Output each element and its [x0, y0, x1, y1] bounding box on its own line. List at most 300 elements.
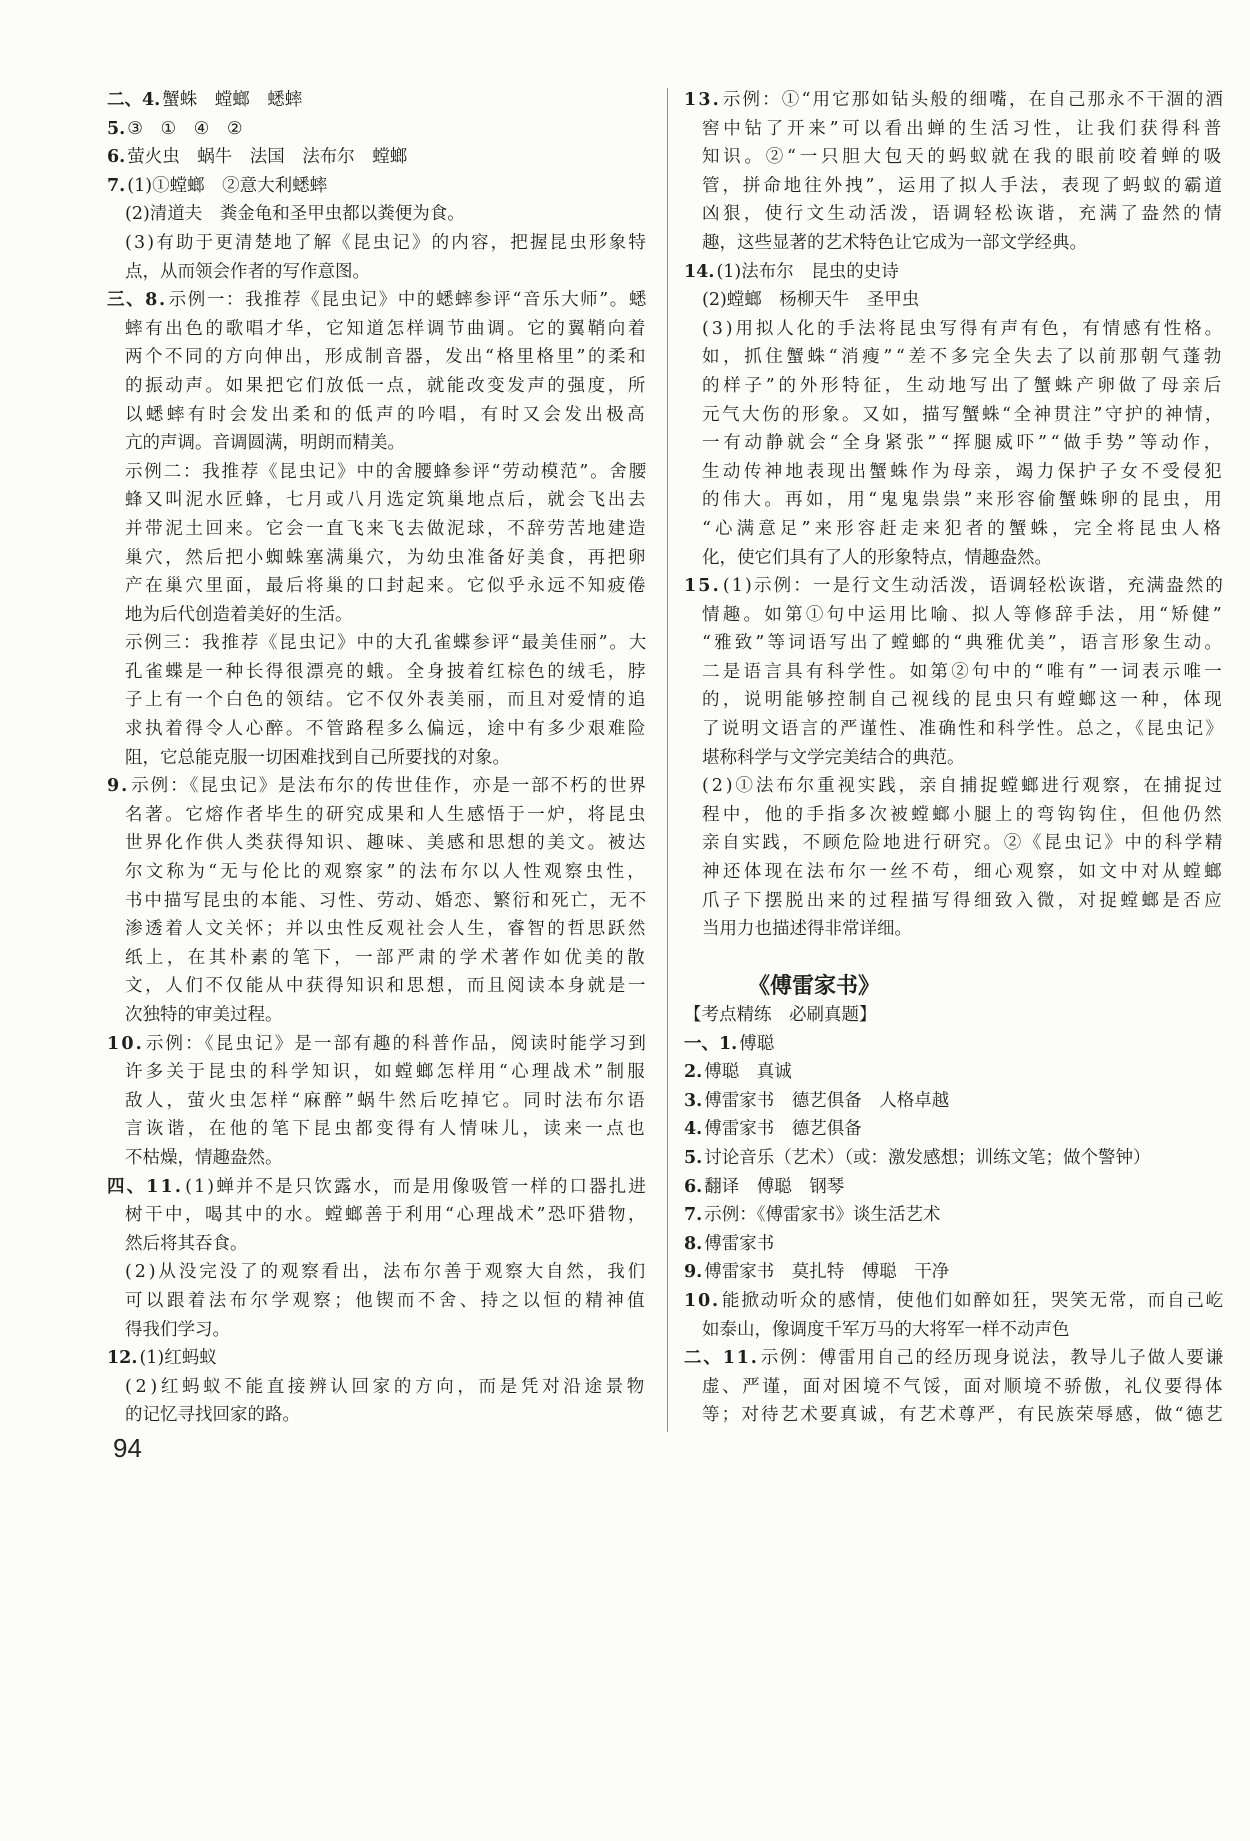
answer-text: 虚、严谨，面对困境不气馁，面对顺境不骄傲，礼仪要得体	[702, 1376, 1225, 1397]
answer-line-content	[125, 833, 648, 853]
answer-text: 程中，他的手指多次被螳螂小腿上的弯钩钩住，但他仍然	[702, 804, 1225, 825]
answer-text: (1)法布尔 昆虫的史诗	[716, 261, 899, 282]
answer-line	[684, 1230, 1225, 1259]
answer-text: 了说明文语言的严谨性、准确性和科学性。总之，《昆虫记》	[702, 719, 1225, 740]
answer-item	[684, 1258, 1225, 1287]
answer-item	[107, 1344, 648, 1430]
answer-line	[107, 401, 648, 430]
question-number: 2.	[684, 1062, 703, 1083]
answer-line-content	[125, 490, 648, 510]
answer-line	[107, 1287, 648, 1316]
answer-line-content	[125, 376, 648, 396]
answer-text: 傅雷家书 德艺俱备 人格卓越	[704, 1090, 950, 1111]
answer-item	[684, 1230, 1225, 1259]
answer-line	[684, 1058, 1225, 1087]
answer-line-content	[702, 719, 1225, 739]
answer-line-content	[702, 1320, 1070, 1340]
answer-line-content	[702, 347, 1225, 367]
answer-line	[684, 744, 1225, 773]
section-spacer	[684, 944, 1225, 973]
answer-line	[107, 458, 648, 487]
answer-item	[684, 1144, 1225, 1173]
answer-line	[107, 715, 648, 744]
answer-text: 渗透着人文关怀；并以虫性反观社会人生，睿智的哲思跃然	[125, 919, 648, 940]
answer-line-content	[125, 519, 648, 539]
answer-text: 的，说明能够控制自己视线的昆虫只有螳螂这一种，体现	[702, 690, 1225, 711]
question-number: 14.	[684, 261, 715, 282]
answer-text: 书中描写昆虫的本能、习性、劳动、婚恋、繁衍和死亡，无不	[125, 890, 648, 911]
answer-text: 傅聪 真诚	[704, 1062, 792, 1083]
answer-text: (2)红蚂蚁不能直接辨认回家的方向，而是凭对沿途景物	[125, 1376, 648, 1397]
answer-text: 示例：《昆虫记》是法布尔的传世佳作，亦是一部不朽的世界	[131, 776, 648, 797]
answer-line-content	[702, 376, 1225, 396]
answer-line-content	[702, 233, 1087, 253]
answer-line-content	[125, 433, 405, 453]
answer-text: 当用力也描述得非常详细。	[702, 919, 912, 940]
answer-line	[684, 258, 1225, 287]
answer-line-content	[702, 862, 1225, 882]
answer-text: 蜂又叫泥水匠蜂，七月或八月选定筑巢地点后，就会飞出去	[125, 490, 648, 511]
question-number: 9.	[684, 1262, 703, 1283]
answer-text: 蟀有出色的歌唱才华，它知道怎样调节曲调。它的翼鞘向着	[125, 318, 648, 339]
answer-line-content	[702, 1377, 1225, 1397]
answer-line	[107, 1030, 648, 1059]
answer-line	[684, 429, 1225, 458]
answer-line	[684, 1287, 1225, 1316]
answer-line-content	[125, 233, 648, 253]
answer-text: 萤火虫 蜗牛 法国 法布尔 螳螂	[127, 147, 408, 168]
answer-item	[107, 286, 648, 772]
answer-text: 两个不同的方向伸出，形成制音器，发出“格里格里”的柔和	[125, 347, 648, 368]
answer-text: 一有动静就会“全身紧张”“挥腿威吓”“做手势”等动作，	[702, 433, 1225, 454]
answer-text: 可以跟着法布尔学观察；他锲而不舍、持之以恒的精神值	[125, 1290, 648, 1311]
answer-text: (2)螳螂 杨柳天牛 圣甲虫	[702, 290, 920, 311]
answer-line	[684, 1316, 1225, 1345]
answer-line-content	[684, 1205, 941, 1225]
answer-line-content	[702, 633, 1225, 653]
answer-line	[107, 887, 648, 916]
answer-text: 示例三：我推荐《昆虫记》中的大孔雀蝶参评“最美佳丽”。大	[125, 633, 648, 654]
answer-line-content	[125, 690, 648, 710]
answer-text: 能掀动听众的感情，使他们如醉如狂，哭笑无常，而自己屹	[722, 1290, 1225, 1311]
answer-line	[107, 829, 648, 858]
answer-item	[107, 1030, 648, 1173]
answer-line-content	[107, 90, 302, 110]
answer-line	[107, 1344, 648, 1373]
answer-line-content	[107, 776, 648, 796]
answer-line	[107, 229, 648, 258]
answer-line-content	[684, 1091, 949, 1111]
answer-text: 如泰山，像调度千军万马的大将军一样不动声色	[702, 1319, 1070, 1340]
answer-line	[107, 572, 648, 601]
question-number: 8.	[684, 1233, 703, 1254]
answer-line	[107, 143, 648, 172]
answer-line-content	[125, 805, 648, 825]
answer-line	[684, 229, 1225, 258]
question-number: 12.	[107, 1348, 138, 1369]
answer-text: 子上有一个白色的领结。它不仅外表美丽，而且对爱情的追	[125, 690, 648, 711]
answer-line-content	[702, 805, 1225, 825]
answer-line	[684, 801, 1225, 830]
answer-line	[684, 458, 1225, 487]
answer-text: ③ ① ④ ②	[127, 118, 243, 139]
answer-text: 爪子下摆脱出来的过程描写得细致入微，对捉螳螂是否应	[702, 890, 1225, 911]
answer-line-content	[125, 1091, 648, 1111]
answer-line-content	[702, 1405, 1225, 1425]
answer-line-content	[702, 405, 1225, 425]
answer-line	[107, 115, 648, 144]
answer-line	[107, 972, 648, 1001]
answer-line	[107, 429, 648, 458]
answer-item	[684, 1058, 1225, 1087]
answer-text: 求执着得令人心醉。不管路程多么偏远，途中有多少艰难险	[125, 719, 648, 740]
answer-line-content	[125, 1119, 648, 1139]
answer-line-content	[125, 662, 648, 682]
answer-item	[684, 1115, 1225, 1144]
answer-line	[107, 172, 648, 201]
answer-text: 示例一：我推荐《昆虫记》中的蟋蟀参评“音乐大师”。蟋	[168, 290, 648, 311]
answer-text: 窖中钻了开来”可以看出蝉的生活习性，让我们获得科普	[702, 118, 1225, 139]
answer-text: 傅雷家书	[704, 1233, 775, 1254]
answer-line	[684, 401, 1225, 430]
answer-line-content	[684, 1119, 862, 1139]
answer-line-content	[684, 1148, 1151, 1168]
answer-item	[684, 86, 1225, 258]
answer-text: 得我们学习。	[125, 1319, 230, 1340]
question-number: 4.	[684, 1119, 703, 1140]
answer-line-content	[125, 1062, 648, 1082]
answer-line	[684, 1087, 1225, 1116]
answer-line	[684, 601, 1225, 630]
question-number: 6.	[107, 147, 126, 168]
answer-line-content	[125, 1405, 300, 1425]
answer-text: 阻，它总能克服一切困难找到自己所要找的对象。	[125, 747, 510, 768]
section-title: 《傅雷家书》	[748, 973, 881, 1000]
answer-item	[684, 1173, 1225, 1202]
answer-line-content	[125, 1205, 648, 1225]
question-number: 10.	[107, 1033, 144, 1054]
answer-text: 言诙谐，在他的笔下昆虫都变得有人情味儿，读来一点也	[125, 1119, 648, 1140]
answer-text: (2)清道夫 粪金龟和圣甲虫都以粪便为食。	[125, 204, 465, 225]
answer-line	[684, 572, 1225, 601]
answer-text: 示例二：我推荐《昆虫记》中的舍腰蜂参评“劳动模范”。舍腰	[125, 461, 648, 482]
answer-text: 产在巢穴里面，最后将巢的口封起来。它似乎永远不知疲倦	[125, 576, 648, 597]
answer-line-content	[125, 1377, 648, 1397]
answer-line-content	[702, 147, 1225, 167]
answer-line-content	[125, 919, 648, 939]
answer-line-content	[125, 748, 510, 768]
answer-line	[684, 515, 1225, 544]
answer-line	[684, 772, 1225, 801]
right-column-top-answers	[684, 86, 1225, 944]
answer-text: 孔雀蝶是一种长得很漂亮的蛾。全身披着红棕色的绒毛，脖	[125, 661, 648, 682]
question-number: 15.	[684, 576, 721, 597]
answer-line	[107, 801, 648, 830]
answer-line-content	[684, 262, 899, 282]
answer-line	[107, 772, 648, 801]
answer-text: 的记忆寻找回家的路。	[125, 1405, 300, 1426]
answer-item	[107, 115, 648, 144]
answer-text: 二是语言具有科学性。如第②句中的“唯有”一词表示唯一	[702, 661, 1225, 682]
answer-line-content	[684, 1262, 949, 1282]
answer-line	[107, 372, 648, 401]
answer-text: 树干中，喝其中的水。螳螂善于利用“心理战术”恐吓猎物，	[125, 1205, 648, 1226]
answer-line	[684, 658, 1225, 687]
answer-text: 并带泥土回来。它会一直飞来飞去做泥球，不辞劳苦地建造	[125, 518, 648, 539]
answer-text: 许多关于昆虫的科学知识，如螳螂怎样用“心理战术”制服	[125, 1062, 648, 1083]
left-column	[107, 86, 648, 1430]
answer-line	[684, 829, 1225, 858]
question-number: 二、4.	[107, 90, 161, 110]
answer-line	[684, 343, 1225, 372]
question-number: 二、11.	[684, 1348, 759, 1369]
answer-line-content	[684, 1291, 1225, 1311]
answer-line-content	[702, 891, 1225, 911]
answer-text: (2)①法布尔重视实践，亲自捕捉螳螂进行观察，在捕捉过	[702, 776, 1225, 797]
answer-line	[107, 686, 648, 715]
answer-text: 生动传神地表现出蟹蛛作为母亲，竭力保护子女不受侵犯	[702, 461, 1225, 482]
answer-line	[107, 944, 648, 973]
answer-text: 示例：《傅雷家书》谈生活艺术	[704, 1205, 941, 1226]
answer-text: 凶狠，使行文生动活泼，语调轻松诙谐，充满了盎然的情	[702, 204, 1225, 225]
answer-line	[684, 86, 1225, 115]
answer-text: (2)从没完没了的观察看出，法布尔善于观察大自然，我们	[125, 1262, 648, 1283]
answer-line	[107, 658, 648, 687]
question-number: 5.	[107, 118, 126, 139]
answer-text: (1)蝉并不是只饮露水，而是用像吸管一样的口器扎进	[185, 1176, 648, 1197]
answer-text: “心满意足”来形容赶走来犯者的蟹蛛，完全将昆虫人格	[702, 518, 1225, 539]
answer-line-content	[702, 690, 1225, 710]
answer-line-content	[702, 290, 919, 310]
answer-line-content	[702, 176, 1225, 196]
answer-line-content	[125, 891, 648, 911]
answer-text: 文，人们不仅能从中获得知识和思想，而且阅读本身就是一	[125, 976, 648, 997]
answer-text: 讨论音乐（艺术）（或：激发感想；训练文笔；做个警钟）	[704, 1147, 1151, 1168]
answer-line-content	[702, 748, 965, 768]
answer-item	[684, 1287, 1225, 1344]
answer-line-content	[702, 662, 1225, 682]
answer-line	[107, 86, 648, 115]
answer-text: 示例：傅雷用自己的经历现身说法，教导儿子做人要谦	[760, 1348, 1225, 1369]
answer-line-content	[702, 605, 1225, 625]
answer-line-content	[125, 1291, 648, 1311]
answer-line-content	[125, 633, 648, 653]
question-number: 三、8.	[107, 290, 167, 311]
answer-line-content	[125, 1320, 230, 1340]
answer-line	[684, 915, 1225, 944]
answer-line	[107, 1058, 648, 1087]
answer-text: 亲自实践，不顾危险地进行研究。②《昆虫记》中的科学精	[702, 833, 1225, 854]
answer-line-content	[125, 719, 648, 739]
answer-line	[107, 1258, 648, 1287]
answer-line	[107, 258, 648, 287]
answer-text: 傅聪	[739, 1033, 775, 1054]
question-number: 3.	[684, 1090, 703, 1111]
answer-text: 示例：《昆虫记》是一部有趣的科普作品，阅读时能学习到	[145, 1033, 648, 1054]
answer-line	[684, 1173, 1225, 1202]
answer-line-content	[125, 548, 648, 568]
answer-line	[107, 515, 648, 544]
answer-line	[107, 1115, 648, 1144]
question-number: 10.	[684, 1290, 720, 1311]
answer-line-content	[702, 490, 1225, 510]
answer-line	[107, 1001, 648, 1030]
answer-item	[107, 172, 648, 286]
answer-text: 地为后代创造着美好的生活。	[125, 604, 353, 625]
answer-line	[684, 1115, 1225, 1144]
answer-line-content	[702, 548, 1052, 568]
answer-text: 点，从而领会作者的写作意图。	[125, 261, 370, 282]
answer-line	[684, 372, 1225, 401]
answer-text: 管，拼命地往外拽”，运用了拟人手法，表现了蚂蚁的霸道	[702, 175, 1225, 196]
answer-text: 巢穴，然后把小蜘蛛塞满巢穴，为幼虫准备好美食，再把卵	[125, 547, 648, 568]
answer-line-content	[107, 119, 243, 139]
answer-line	[684, 143, 1225, 172]
answer-item	[684, 1344, 1225, 1430]
answer-line-content	[684, 90, 1225, 110]
answer-line-content	[107, 290, 648, 310]
answer-line	[107, 486, 648, 515]
answer-line-content	[125, 462, 648, 482]
answer-line	[107, 744, 648, 773]
answer-text: (3)有助于更清楚地了解《昆虫记》的内容，把握昆虫形象特	[125, 232, 648, 253]
answer-text: 以蟋蟀有时会发出柔和的低声的吟唱，有时又会发出极高	[125, 404, 648, 425]
answer-line-content	[702, 319, 1225, 339]
answer-item	[107, 86, 648, 115]
answer-text: 堪称科学与文学完美结合的典范。	[702, 747, 965, 768]
answer-item	[684, 258, 1225, 573]
answer-text: (3)用拟人化的手法将昆虫写得有声有色，有情感有性格。	[702, 318, 1225, 339]
answer-text: (1)示例：一是行文生动活泼，语调轻松诙谐，充满盎然的	[722, 576, 1225, 597]
answer-line	[107, 1087, 648, 1116]
answer-text: 名著。它熔作者毕生的研究成果和人生感悟于一炉，将昆虫	[125, 804, 648, 825]
answer-line-content	[107, 1034, 648, 1054]
answer-line	[684, 1344, 1225, 1373]
answer-line-content	[702, 833, 1225, 853]
question-number: 5.	[684, 1147, 703, 1168]
answer-line-content	[125, 319, 648, 339]
answer-line-content	[702, 204, 1225, 224]
answer-line	[107, 1373, 648, 1402]
answer-line-content	[684, 1348, 1225, 1368]
answer-line-content	[125, 576, 648, 596]
answer-line-content	[107, 176, 327, 196]
answer-line	[107, 1173, 648, 1202]
answer-line	[684, 1030, 1225, 1059]
answer-text: (1)红蚂蚁	[139, 1348, 217, 1369]
answer-line-content	[125, 1005, 283, 1025]
answer-line-content	[702, 462, 1225, 482]
answer-line-content	[125, 262, 370, 282]
answer-line-content	[125, 1262, 648, 1282]
answer-line-content	[107, 147, 407, 167]
answer-text: 尔文称为“无与伦比的观察家”的法布尔以人性观察虫性，	[125, 862, 648, 883]
answer-line	[107, 1316, 648, 1345]
answer-line-content	[125, 405, 648, 425]
question-number: 一、1.	[684, 1033, 738, 1054]
answer-line	[107, 629, 648, 658]
answer-line-content	[125, 1148, 283, 1168]
question-number: 7.	[684, 1205, 703, 1226]
answer-line	[107, 1230, 648, 1259]
answer-line	[107, 200, 648, 229]
question-number: 9.	[107, 776, 130, 797]
answer-line	[684, 200, 1225, 229]
answer-line	[107, 544, 648, 573]
answer-text: 的振动声。如果把它们放低一点，就能改变发声的强度，所	[125, 375, 648, 396]
answer-line	[107, 1401, 648, 1430]
answer-line	[107, 858, 648, 887]
answer-text: 等；对待艺术要真诚，有艺术尊严，有民族荣辱感，做“德艺	[702, 1405, 1225, 1426]
answer-line	[684, 486, 1225, 515]
answer-text: 的伟大。再如，用“鬼鬼祟祟”来形容偷蟹蛛卵的昆虫，用	[702, 490, 1225, 511]
right-column-bottom-answers	[684, 1030, 1225, 1430]
answer-text: 趣，这些显著的艺术特色让它成为一部文学经典。	[702, 232, 1087, 253]
answer-line-content	[125, 948, 648, 968]
question-number: 6.	[684, 1176, 703, 1197]
answer-line	[684, 686, 1225, 715]
answer-line-content	[684, 1177, 844, 1197]
answer-line-content	[684, 1062, 792, 1082]
answer-line	[684, 544, 1225, 573]
answer-line-content	[702, 119, 1225, 139]
answer-line-content	[125, 347, 648, 367]
answer-line	[107, 1201, 648, 1230]
answer-item	[684, 1201, 1225, 1230]
answer-line	[684, 286, 1225, 315]
answer-item	[684, 1087, 1225, 1116]
answer-text: 知识。②“一只胆大包天的蚂蚁就在我的眼前咬着蝉的吸	[702, 147, 1225, 168]
answer-text: 次独特的审美过程。	[125, 1005, 283, 1025]
answer-text: 纸上，在其朴素的笔下，一部严肃的学术著作如优美的散	[125, 947, 648, 968]
page-number: 94	[113, 1433, 142, 1463]
answer-text: 如，抓住蟹蛛“消瘦”“差不多完全失去了以前那朝气蓬勃	[702, 347, 1225, 368]
answer-line-content	[125, 862, 648, 882]
answer-item	[107, 1173, 648, 1345]
answer-text: 亢的声调。音调圆满，明朗而精美。	[125, 433, 405, 454]
answer-line	[684, 1258, 1225, 1287]
answer-line	[107, 315, 648, 344]
answer-text: 敌人，萤火虫怎样“麻醉”蜗牛然后吃掉它。同时法布尔语	[125, 1090, 648, 1111]
answer-line-content	[702, 776, 1225, 796]
answer-line-content	[684, 1034, 774, 1054]
answer-line	[684, 1201, 1225, 1230]
answer-line	[684, 887, 1225, 916]
answer-line	[684, 858, 1225, 887]
answer-line-content	[125, 605, 353, 625]
answer-text: (1)①螳螂 ②意大利蟋蟀	[127, 175, 328, 196]
column-divider	[667, 88, 668, 1432]
answer-text: 世界化作供人类获得知识、趣味、美感和思想的美文。被达	[125, 833, 648, 854]
answer-text: 情趣。如第①句中运用比喻、拟人等修辞手法，用“矫健”	[702, 604, 1225, 625]
answer-line-content	[125, 1234, 248, 1254]
answer-line	[107, 286, 648, 315]
answer-line	[684, 1373, 1225, 1402]
question-number: 13.	[684, 90, 721, 110]
answer-item	[684, 572, 1225, 944]
answer-line-content	[125, 204, 465, 224]
answer-text: 然后将其吞食。	[125, 1233, 248, 1254]
answer-item	[107, 143, 648, 172]
answer-text: 蟹蛛 螳螂 蟋蟀	[162, 90, 303, 110]
answer-text: 神还体现在法布尔一丝不苟，细心观察，如文中对从螳螂	[702, 862, 1225, 883]
answer-line	[107, 601, 648, 630]
answer-line	[107, 915, 648, 944]
right-column	[684, 86, 1225, 1430]
answer-text: 的样子”的外形特征，生动地写出了蟹蛛产卵做了母亲后	[702, 375, 1225, 396]
answer-line	[684, 1401, 1225, 1430]
question-number: 7.	[107, 175, 126, 196]
